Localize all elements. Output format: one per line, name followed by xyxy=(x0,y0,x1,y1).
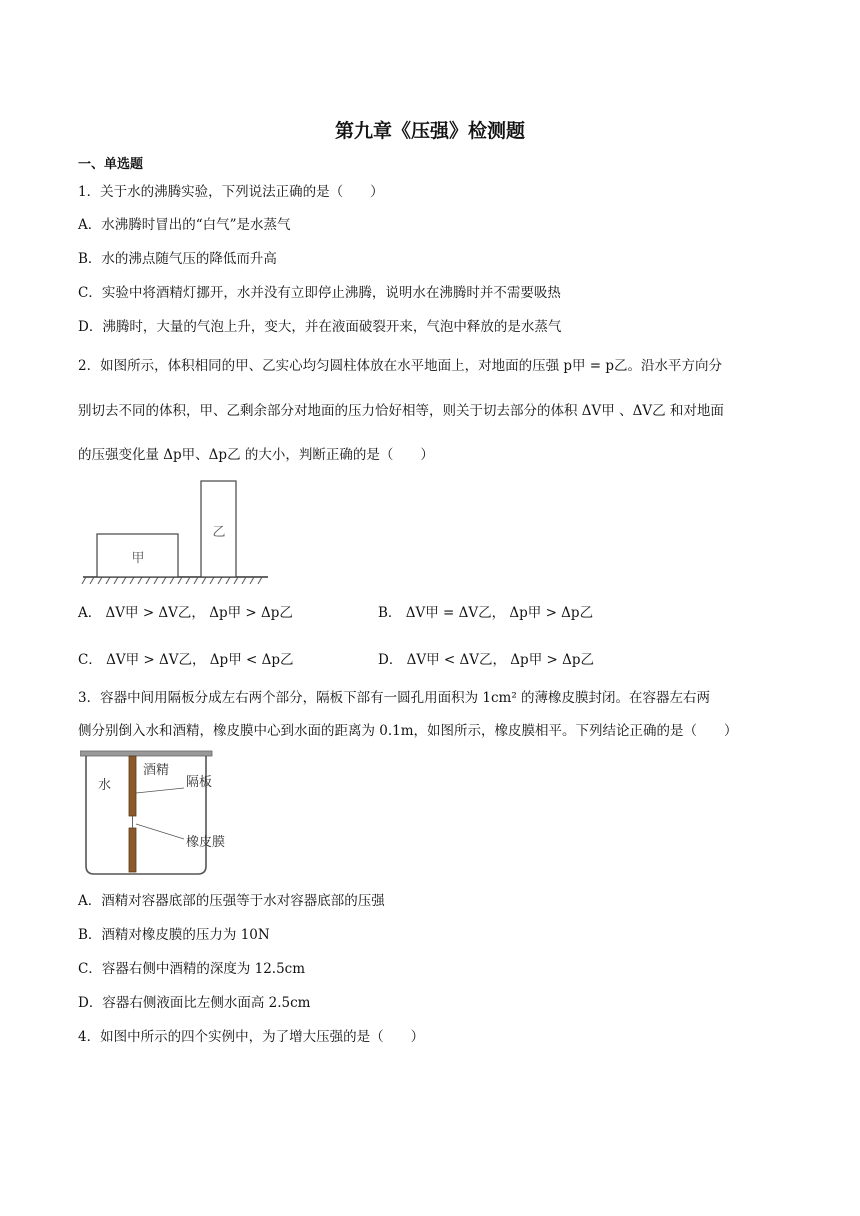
cylinder-jia-label: 甲 xyxy=(131,551,145,566)
q2-stem-line3: 的压强变化量 Δp甲、Δp乙 的大小，判断正确的是（ ） xyxy=(78,447,434,463)
q2-stem-line2: 别切去不同的体积，甲、乙剩余部分对地面的压力恰好相等，则关于切去部分的体积 ΔV甲 、ΔV乙 和对地面 xyxy=(78,403,724,419)
q1-option-b: B．水的沸点随气压的降低而升高 xyxy=(78,251,277,267)
q3-option-c: C．容器右侧中酒精的深度为 12.5cm xyxy=(78,961,306,977)
q1-stem: 1．关于水的沸腾实验，下列说法正确的是（ ） xyxy=(78,184,384,200)
q1-option-a: A．水沸腾时冒出的“白气”是水蒸气 xyxy=(78,217,291,233)
q2-option-c: C． ΔV甲 > ΔV乙， Δp甲 < Δp乙 xyxy=(78,652,294,668)
q1-option-d: D．沸腾时，大量的气泡上升，变大，并在液面破裂开来，气泡中释放的是水蒸气 xyxy=(78,319,562,335)
water-label: 水 xyxy=(98,778,112,793)
q2-stem-line1: 2．如图所示，体积相同的甲、乙实心均匀圆柱体放在水平地面上，对地面的压强 p甲 = p乙。沿水平方向分 xyxy=(78,358,723,374)
q2-option-d: D． ΔV甲 < ΔV乙， Δp甲 > Δp乙 xyxy=(378,652,594,668)
section-heading: 一、单选题 xyxy=(78,157,144,172)
q3-stem-line2: 侧分别倒入水和酒精，橡皮膜中心到水面的距离为 0.1m，如图所示，橡皮膜相平。下列结论正确的是（ ） xyxy=(78,723,738,739)
alcohol-label: 酒精 xyxy=(143,763,170,778)
q2-option-b: B． ΔV甲 = ΔV乙， Δp甲 > Δp乙 xyxy=(378,605,594,621)
membrane-label: 橡皮膜 xyxy=(186,835,226,850)
page-title: 第九章《压强》检测题 xyxy=(334,120,525,142)
partition-lower xyxy=(129,828,136,872)
q3-option-b: B．酒精对橡皮膜的压力为 10N xyxy=(78,927,270,943)
q1-option-c: C．实验中将酒精灯挪开，水并没有立即停止沸腾，说明水在沸腾时并不需要吸热 xyxy=(78,285,561,301)
q3-option-d: D．容器右侧液面比左侧水面高 2.5cm xyxy=(78,995,311,1011)
partition-label: 隔板 xyxy=(186,775,213,790)
q3-stem-line1: 3．容器中间用隔板分成左右两个部分，隔板下部有一圆孔用面积为 1cm² 的薄橡皮膜封闭。在容器左右两 xyxy=(78,690,711,706)
q2-option-a: A． ΔV甲 > ΔV乙， Δp甲 > Δp乙 xyxy=(78,605,293,621)
q2-cylinders-figure xyxy=(80,478,270,588)
q3-container-figure xyxy=(80,748,240,880)
cylinder-yi-label: 乙 xyxy=(212,525,226,540)
q4-stem: 4．如图中所示的四个实例中，为了增大压强的是（ ） xyxy=(78,1029,425,1045)
q3-option-a: A．酒精对容器底部的压强等于水对容器底部的压强 xyxy=(78,893,385,909)
partition-upper xyxy=(129,756,136,816)
